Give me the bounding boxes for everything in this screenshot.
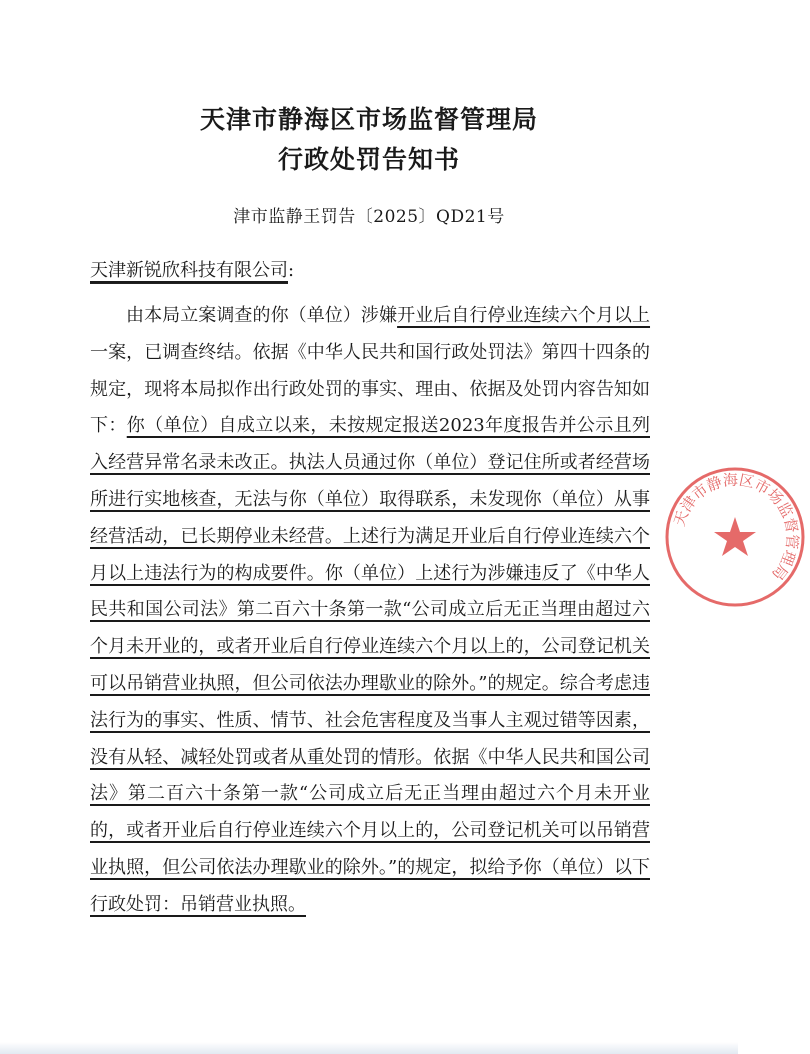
body-intro: 由本局立案调查的你（单位）涉嫌: [126, 305, 398, 326]
addressee-colon: :: [288, 260, 295, 281]
document-number: 津市监静王罚告〔2025〕QD21号: [233, 207, 505, 227]
addressee: [90, 256, 294, 282]
document-title-line1: 天津市静海区市场监督管理局: [199, 105, 538, 134]
body-paragraph: [90, 298, 650, 924]
official-seal-stamp: [660, 462, 810, 612]
body-facts-and-penalty: 你（单位）自成立以来，未按规定报送2023年度报告并公示且列入经营异常名录未改正。执法人员通过你（单位）登记住所或者经营场所进行实地核查，无法与你（单位）取得联系，未发现你（单位）从事经营活动，已长期停业未经营。上述行为满足开业后自行停业连续六个月以上违法行为的构成要件。你（单位）上述行为涉嫌违反了《中华人民共和国公司法》第二百六十条第一款“公司成立后无正当理由超过六个月未开业的，或者开业后自行停业连续六个月以上的，公司登记机关可以吊销营业执照，但公司依法办理歇业的除外。”的规定。综合考虑违法行为的事实、性质、情节、社会危害程度及当事人主观过错等因素，没有从轻、减轻处罚或者从重处罚的情形。依据《中华人民共和国公司法》第二百六十条第一款“公司成立后无正当理由超过六个月未开业的，或者开业后自行停业连续六个月以上的，公司登记机关可以吊销营业执照，但公司依法办理歇业的除外。”的规定，拟给予你（单位）以下行政处罚：吊销营业执照。: [90, 415, 650, 915]
document-title-line2: 行政处罚告知书: [277, 145, 460, 174]
body-legal-basis: 一案，已调查终结。依据《中华人民共和国行政处罚法》第四十四条的规定，现将本局拟作出行政处罚的事实、理由、依据及处罚内容告知如下：: [90, 341, 650, 437]
addressee-name: 天津新锐欣科技有限公司: [90, 260, 288, 284]
body-case-name: 开业后自行停业连续六个月以上: [397, 305, 651, 326]
scan-edge-shadow: [0, 1042, 738, 1054]
seal-text: 天津市静海区市场监督管理局: [670, 470, 802, 584]
